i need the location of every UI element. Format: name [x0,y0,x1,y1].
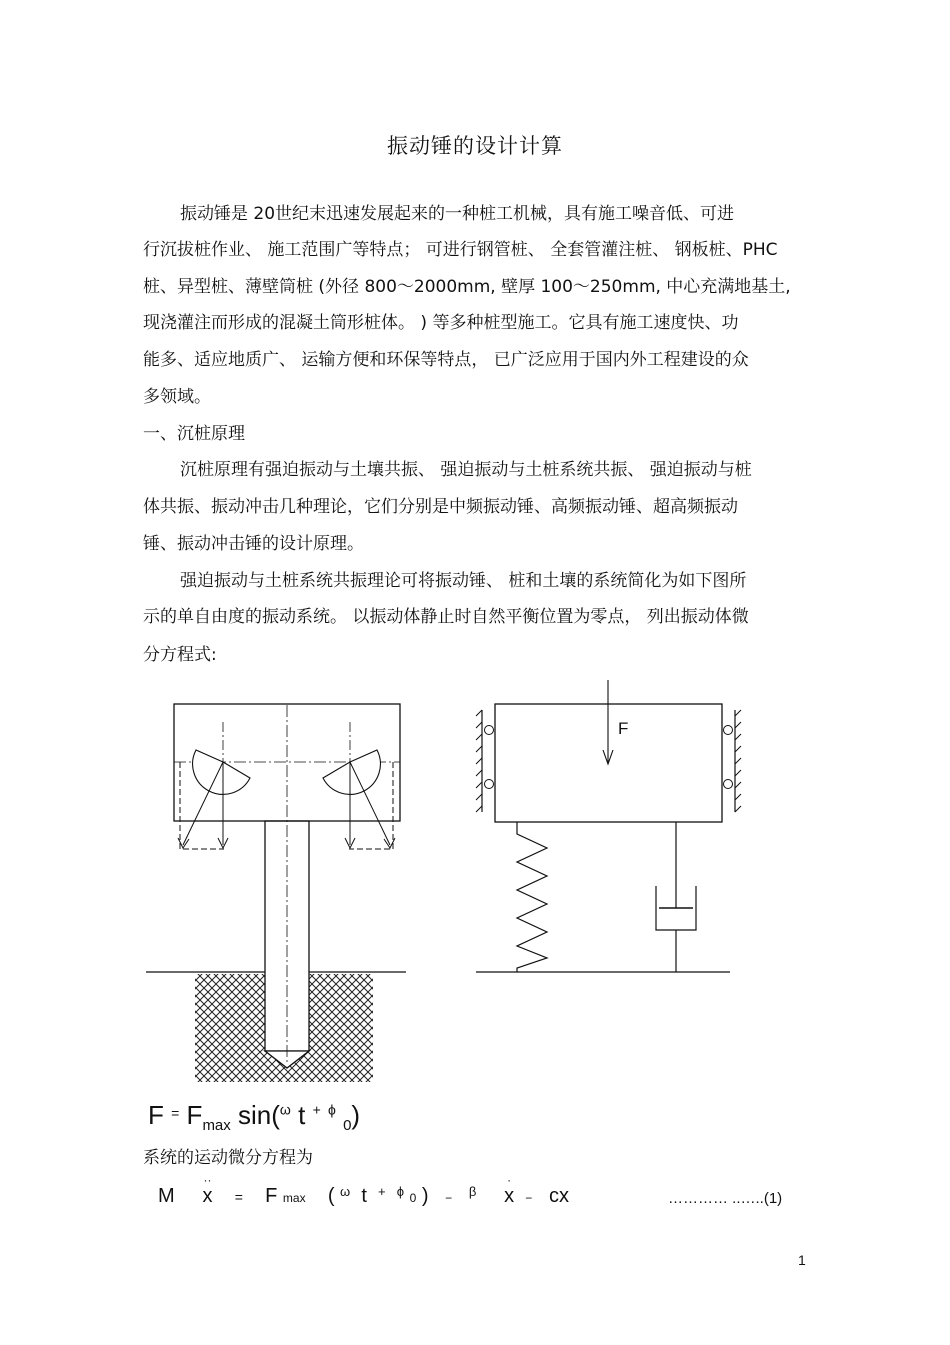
paragraph-line: 桩、异型桩、薄壁筒桩 (外径 800～2000mm, 壁厚 100～250mm, 中心充满地基土, [143,277,791,297]
paragraph-line: 强迫振动与土桩系统共振理论可将振动锤、 桩和土壤的系统简化为如下图所 [180,571,747,591]
paragraph-line: 体共振、振动冲击几种理论，它们分别是中频振动锤、高频振动锤、超高频振动 [143,497,738,517]
paragraph-line: 多领域。 [143,387,211,407]
spring [517,822,547,972]
paragraph-line: 现浇灌注而形成的混凝土筒形桩体。 ) 等多种桩型施工。它具有施工速度快、功 [143,313,739,333]
force-formula: F = $F_{max}$ sin($^\omega$ t + $^\phi$ $_0$) [148,1100,361,1135]
damper [656,822,696,972]
paragraph-line: 锤、振动冲击锤的设计原理。 [143,534,364,554]
eccentric-mass-right [323,750,380,794]
hammer-pile-diagram [146,704,406,1082]
paragraph-line: 分方程式: [143,645,217,665]
paragraph-line: 示的单自由度的振动系统。 以振动体静止时自然平衡位置为零点， 列出振动体微 [143,607,749,627]
sdof-system-diagram [476,680,741,972]
section-heading: 一、沉桩原理 [143,424,245,444]
page-number: 1 [798,1252,806,1268]
motion-equation: M ·· x = F max ( $^\omega$ t + $^\phi$ 0 ) − $^\beta$ · x − cx [158,1173,569,1207]
equation-caption: 系统的运动微分方程为 [143,1148,313,1168]
paragraph-line: 振动锤是 20世纪末迅速发展起来的一种桩工机械，具有施工噪音低、可进 [180,204,735,224]
paragraph-line: 沉桩原理有强迫振动与土壤共振、 强迫振动与土桩系统共振、 强迫振动与桩 [180,460,752,480]
paragraph-line: 行沉拔桩作业、 施工范围广等特点； 可进行钢管桩、 全套管灌注桩、 钢板桩、PHC [143,240,778,260]
force-label: F [618,719,629,738]
equation-number: ………… ..…..(1) [668,1190,783,1207]
paragraph-line: 能多、适应地质广、 运输方便和环保等特点， 已广泛应用于国内外工程建设的众 [143,350,749,370]
eccentric-mass-left [193,750,250,794]
page-title: 振动锤的设计计算 [387,134,563,158]
